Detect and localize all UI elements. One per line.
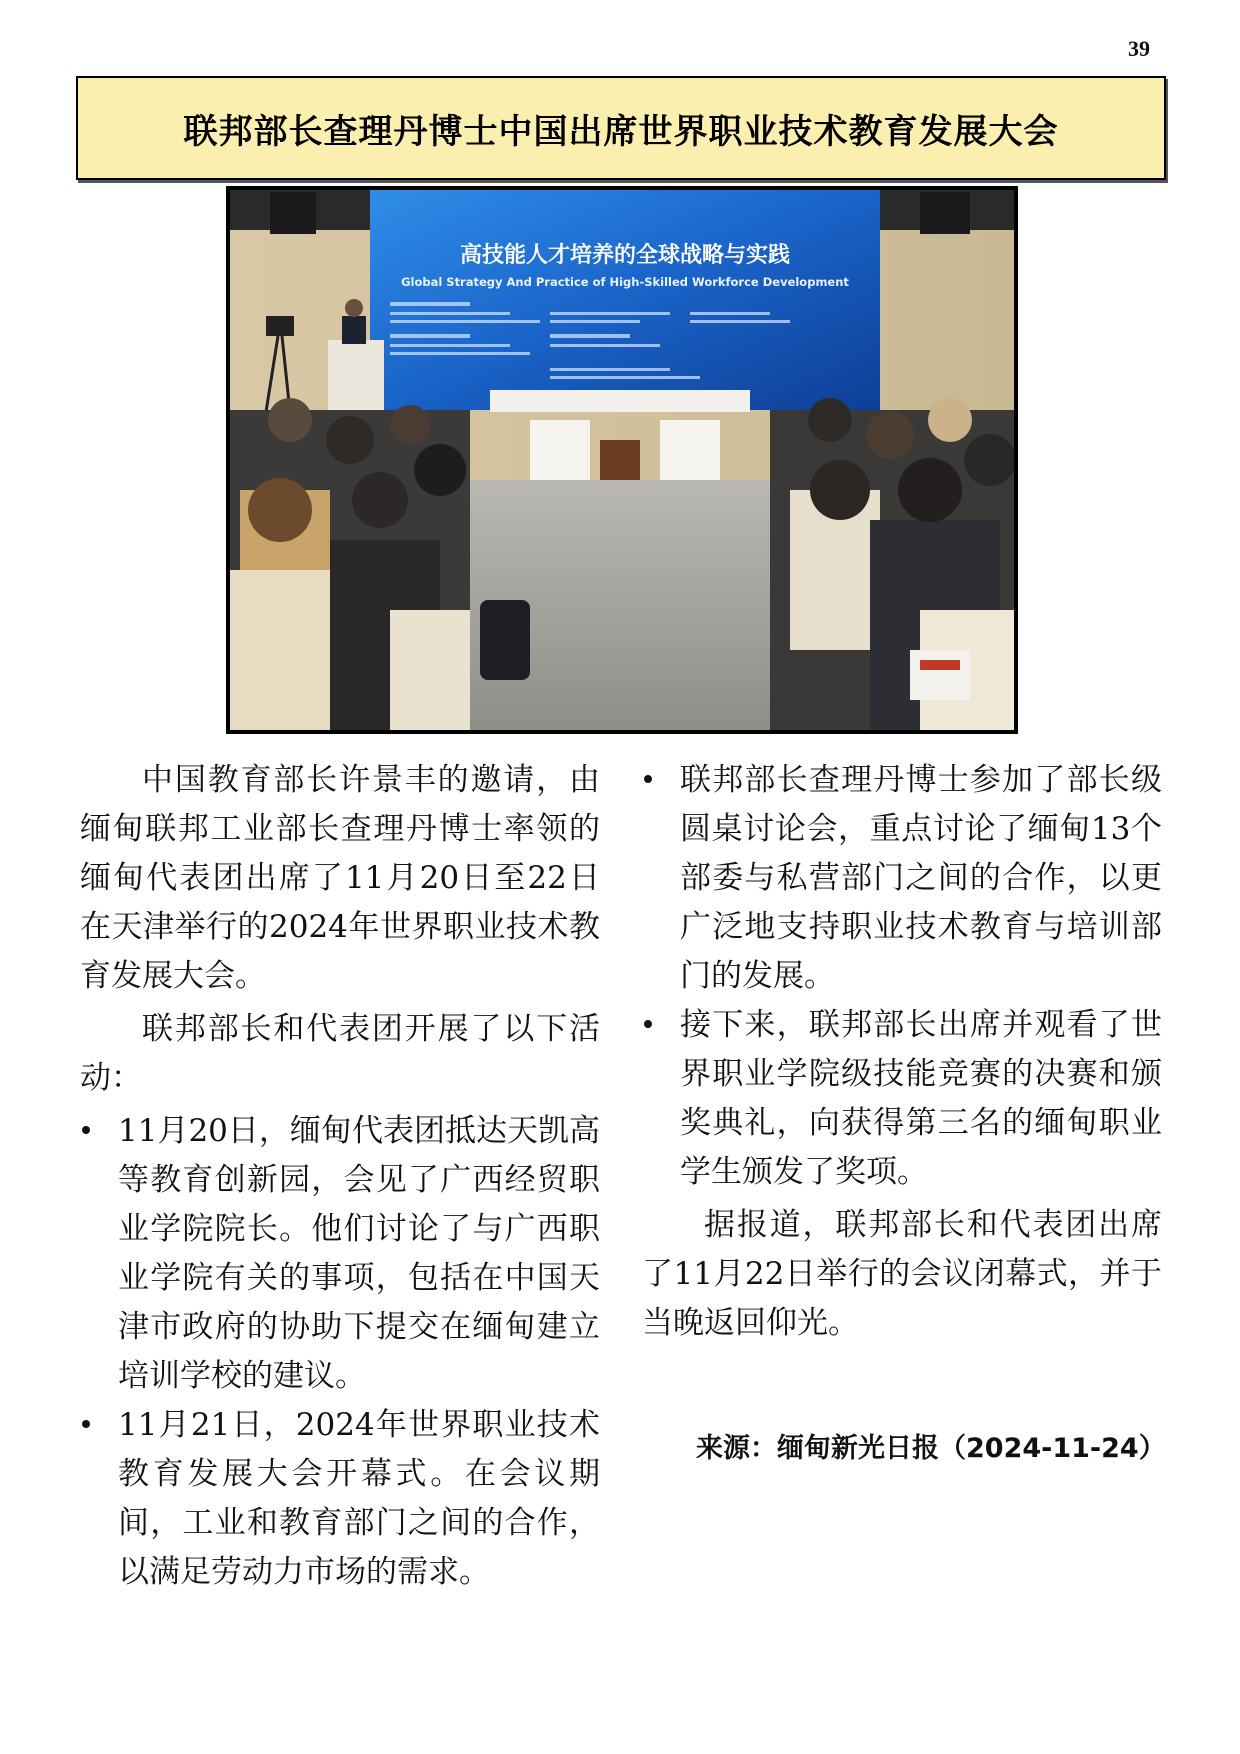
- list-item: 11月21日，2024年世界职业技术教育发展大会开幕式。在会议期间，工业和教育部门之间的合作，以满足劳动力市场的需求。: [80, 1401, 600, 1597]
- speaker-person: [342, 316, 366, 344]
- stage-chair: [530, 420, 590, 480]
- conference-photo: [226, 186, 1018, 734]
- list-item: 联邦部长查理丹博士参加了部长级圆桌讨论会，重点讨论了缅甸13个部委与私营部门之间的合作，以更广泛地支持职业技术教育与培训部门的发展。: [642, 756, 1162, 1001]
- conference-photo-drawing: [230, 190, 1014, 730]
- audience-right: [770, 398, 1014, 730]
- audience-left: [230, 398, 470, 730]
- camera-icon: [266, 316, 294, 336]
- bullet-icon: [644, 775, 652, 783]
- list-item: 11月20日，缅甸代表团抵达天凯高等教育创新园，会见了广西经贸职业学院院长。他们讨论了与广西职业学院有关的事项，包括在中国天津市政府的协助下提交在缅甸建立培训学校的建议。: [80, 1107, 600, 1401]
- left-column: [80, 756, 600, 1601]
- bullet-icon: [82, 1126, 90, 1134]
- left-bullet-list: [80, 1107, 600, 1597]
- speaker-left-icon: [270, 192, 316, 234]
- screen-title-en: Global Strategy And Practice of High-Skilled Workforce Development: [401, 275, 849, 289]
- intro-paragraph: 中国教育部长许景丰的邀请，由缅甸联邦工业部长查理丹博士率领的缅甸代表团出席了11月20日至22日在天津举行的2024年世界职业技术教育发展大会。: [80, 762, 600, 994]
- bullet-icon: [82, 1420, 90, 1428]
- podium: [328, 340, 384, 420]
- activities-intro: 联邦部长和代表团开展了以下活动：: [80, 1011, 600, 1096]
- list-item: 接下来，联邦部长出席并观看了世界职业学院级技能竞赛的决赛和颁奖典礼，向获得第三名的缅甸职业学生颁发了奖项。: [642, 1001, 1162, 1197]
- stage-table: [490, 390, 750, 412]
- backpack-icon: [480, 600, 530, 680]
- source-attribution: 来源：缅甸新光日报（2024-11-24）: [696, 1433, 1166, 1464]
- title-banner: [76, 76, 1166, 180]
- right-bullet-list: [642, 756, 1162, 1197]
- closing-paragraph: 据报道，联邦部长和代表团出席了11月22日举行的会议闭幕式，并于当晚返回仰光。: [642, 1207, 1162, 1341]
- stage-chair: [660, 420, 720, 480]
- page-number: 39: [1128, 36, 1150, 61]
- screen-title-cn: 高技能人才培养的全球战略与实践: [459, 243, 791, 268]
- right-column: [642, 756, 1162, 1352]
- side-table: [600, 440, 640, 480]
- speaker-right-icon: [920, 192, 970, 234]
- bullet-icon: [644, 1020, 652, 1028]
- article-title: 联邦部长查理丹博士中国出席世界职业技术教育发展大会: [183, 111, 1059, 152]
